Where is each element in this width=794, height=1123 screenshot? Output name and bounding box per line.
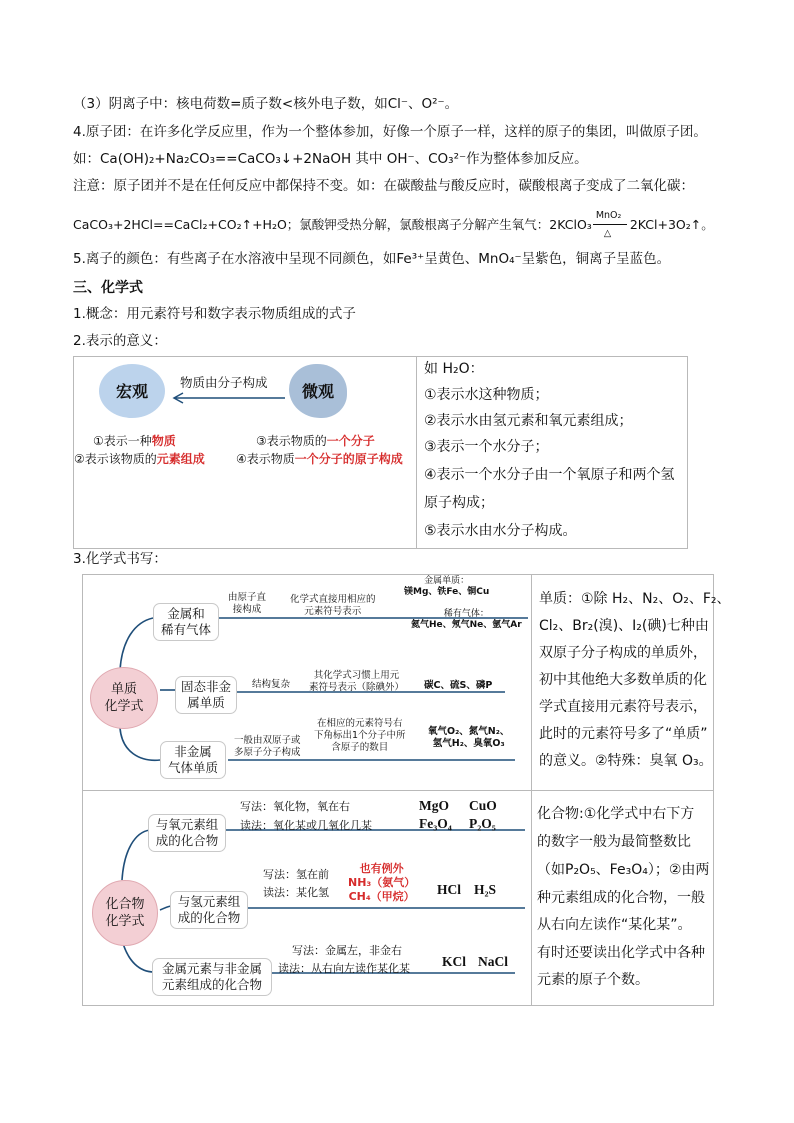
c3-ex-nacl: NaCl xyxy=(478,954,508,969)
node-nonmetal-gas xyxy=(160,741,226,779)
item-4-atomic-group: 4.原子团：在许多化学反应里，作为一个整体参加，好像一个原子一样，这样的原子的集团，叫做原子团。 xyxy=(73,124,707,140)
element-center-line-2: 化学式 xyxy=(104,699,144,714)
compound-text-3: （如P₂O₅、Fe₃O₄）；②由两 xyxy=(537,862,710,878)
branch-line xyxy=(122,830,150,880)
c1-ex-fe3o4: Fe₃O₄ xyxy=(419,816,452,831)
equation-part-b: 2KCl+3O₂↑。 xyxy=(629,217,714,232)
c3-read: 读法：从右向左读作某化某 xyxy=(278,962,410,975)
arrow-label: 物质由分子构成 xyxy=(180,375,268,390)
concept-line: 1.概念：用元素符号和数字表示物质组成的式子 xyxy=(73,306,356,322)
c2-exc-line-1: 也有例外 xyxy=(359,862,404,875)
compound-text-6: 有时还要读出化学式中各种 xyxy=(537,945,705,961)
element-center-line-1: 单质 xyxy=(110,682,137,697)
catalyst-label: MnO₂ xyxy=(595,210,622,221)
b1-desc-line-2: 接构成 xyxy=(232,604,262,615)
node-solid-line-2: 属单质 xyxy=(187,695,225,710)
compound-center-circle xyxy=(92,880,158,946)
b3-desc-line-2: 多原子分子构成 xyxy=(234,747,301,758)
item-3-anion: （3）阴离子中：核电荷数=质子数<核外电子数，如Cl⁻、O²⁻。 xyxy=(73,96,459,112)
meaning-text-4: ③表示一个水分子； xyxy=(424,439,549,455)
node-oxygen-line-1: 与氧元素组 xyxy=(155,817,219,832)
node-solid-nonmetal xyxy=(175,676,237,714)
c1-ex-p2o5: P₂O₅ xyxy=(469,816,496,831)
compound-text-7: 元素的原子个数。 xyxy=(537,972,649,988)
b3-desc xyxy=(234,735,301,759)
compound-center-line-2: 化学式 xyxy=(105,914,145,929)
node-metal-line-1: 金属和 xyxy=(167,606,205,621)
c1-write: 写法：氧化物，氧在右 xyxy=(240,800,350,813)
macro-meaning-2-text: ②表示该物质的 xyxy=(74,452,157,466)
c2-ex-h2s: H₂S xyxy=(474,882,497,897)
compound-text-5: 从右向左读作“某化某”。 xyxy=(537,917,692,933)
element-text-2: Cl₂、Br₂(溴)、I₂(碘)七种由 xyxy=(539,618,709,634)
c2-exceptions xyxy=(348,862,415,904)
b3-examples xyxy=(428,726,509,750)
node-metal-nonmetal-line-1: 金属元素与非金属 xyxy=(161,961,262,976)
branch-line xyxy=(120,728,160,760)
meaning-text-2: ①表示水这种物质； xyxy=(424,387,549,403)
b3-rule-line-3: 含原子的数目 xyxy=(331,742,389,753)
element-text-6: 此时的元素符号多了“单质” xyxy=(539,726,708,742)
b3-ex-line-1: 氧气O₂、氮气N₂、 xyxy=(428,726,510,737)
item-5-ion-colors: 5.离子的颜色：有些离子在水溶液中呈现不同颜色，如Fe³⁺呈黄色、MnO₄⁻呈紫色，铜离子呈蓝色。 xyxy=(73,251,671,267)
b1-ex-line-1: 金属单质： xyxy=(424,576,470,586)
c2-exc-line-2: NH₃（氨气） xyxy=(348,876,416,889)
c1-read: 读法：氧化某或几氧化几某 xyxy=(240,819,372,832)
meaning-text-6: 原子构成； xyxy=(424,495,494,511)
b1-examples xyxy=(404,576,489,598)
b2-examples: 碳C、硫S、磷P xyxy=(424,680,493,691)
b3-desc-line-1: 一般由双原子或 xyxy=(234,735,301,746)
b1-desc xyxy=(228,592,266,616)
c3-ex-kcl: KCl xyxy=(442,954,467,969)
micro-meaning-4-text: ④表示物质 xyxy=(236,452,295,466)
macro-meaning-2-keyword: 元素组成 xyxy=(156,452,205,466)
meaning-text-3: ②表示水由氢元素和氧元素组成； xyxy=(424,413,633,429)
section-3-title: 三、化学式 xyxy=(73,280,143,296)
micro-meaning-3-keyword: 一个分子 xyxy=(326,434,375,448)
b1-rule xyxy=(290,594,376,618)
b1-desc-line-1: 由原子直 xyxy=(228,592,267,603)
node-gas-line-1: 非金属 xyxy=(174,744,212,759)
node-hydrogen-line-1: 与氢元素组 xyxy=(177,894,241,909)
c1-ex-mgo: MgO xyxy=(419,798,449,813)
b2-rule-line-1: 其化学式习惯上用元 xyxy=(313,670,400,681)
node-gas-line-2: 气体单质 xyxy=(167,760,218,775)
node-solid-line-1: 固态非金 xyxy=(180,679,231,694)
b3-ex-line-2: 氢气H₂、臭氧O₃ xyxy=(432,738,505,749)
atomic-group-example: 如：Ca(OH)₂+Na₂CO₃==CaCO₃↓+2NaOH 其中 OH⁻、CO₃²⁻作为整体参加反应。 xyxy=(73,151,588,167)
b1-examples-gas xyxy=(411,609,522,631)
micro-meaning-3-text: ③表示物质的 xyxy=(256,434,327,448)
b1-ex-line-2: 镁Mg、铁Fe、铜Cu xyxy=(404,587,490,597)
c2-exc-line-3: CH₄（甲烷） xyxy=(348,890,415,903)
b1-ex-line-4: 氦气He、氖气Ne、氩气Ar xyxy=(411,620,522,630)
equation-part-a: CaCO₃+2HCl==CaCl₂+CO₂↑+H₂O；氯酸钾受热分解，氯酸根离子分解产生氧气：2KClO₃ xyxy=(73,217,592,232)
c2-write: 写法：氢在前 xyxy=(263,868,329,881)
node-metal-nonmetal-compound xyxy=(152,958,272,996)
meaning-text-7: ⑤表示水由水分子构成。 xyxy=(424,523,577,539)
b3-rule-line-1: 在相应的元素符号右 xyxy=(317,718,403,729)
meaning-text-5: ④表示一个水分子由一个氧原子和两个氢 xyxy=(424,467,675,483)
b3-rule-line-2: 下角标出1个分子中所 xyxy=(314,730,406,741)
element-text-1: 单质：①除 H₂、N₂、O₂、F₂、 xyxy=(539,591,731,607)
heat-symbol: △ xyxy=(603,228,612,239)
element-center-circle xyxy=(90,667,158,729)
b1-rule-line-2: 元素符号表示 xyxy=(304,606,362,617)
c2-ex-hcl: HCl xyxy=(437,882,462,897)
node-hydrogen-line-2: 成的化合物 xyxy=(177,910,241,925)
compound-center-line-1: 化合物 xyxy=(105,897,145,912)
atomic-group-note: 注意：原子团并不是在任何反应中都保持不变。如：在碳酸盐与酸反应时，碳酸根离子变成了二氧化碳： xyxy=(73,178,694,194)
node-metal-noble-gas xyxy=(153,603,219,641)
element-text-4: 初中其他绝大多数单质的化 xyxy=(539,672,707,688)
micro-meaning-4-keyword: 一个分子的原子构成 xyxy=(294,452,403,466)
element-text-5: 学式直接用元素符号表示， xyxy=(539,699,707,715)
c3-write: 写法：金属左，非金右 xyxy=(292,944,402,957)
c1-ex-cuo: CuO xyxy=(469,798,497,813)
writing-title: 3.化学式书写： xyxy=(73,551,167,567)
meaning-text-1: 如 H₂O： xyxy=(424,361,484,377)
node-metal-nonmetal-line-2: 元素组成的化合物 xyxy=(161,977,262,992)
node-metal-line-2: 稀有气体 xyxy=(160,622,211,637)
b2-rule-line-2: 素符号表示（除碘外） xyxy=(309,682,405,693)
compound-text-1: 化合物:①化学式中右下方 xyxy=(537,806,695,822)
b3-rule xyxy=(314,718,406,754)
meaning-title: 2.表示的意义： xyxy=(73,333,167,349)
node-hydrogen-compound xyxy=(170,891,248,929)
macro-meaning-1-keyword: 物质 xyxy=(151,434,176,448)
element-text-3: 双原子分子构成的单质外， xyxy=(539,645,707,661)
micro-label: 微观 xyxy=(301,381,334,401)
node-oxygen-compound xyxy=(148,814,226,852)
compound-text-4: 种元素组成的化合物，一般 xyxy=(537,890,705,906)
macro-label: 宏观 xyxy=(115,381,148,401)
macro-meaning-1-text: ①表示一种 xyxy=(93,434,152,448)
b1-rule-line-1: 化学式直接用相应的 xyxy=(290,594,376,605)
node-oxygen-line-2: 成的化合物 xyxy=(155,833,219,848)
compound-text-2: 的数字一般为最简整数比 xyxy=(537,834,691,850)
b1-ex-line-3: 稀有气体： xyxy=(443,609,489,619)
element-text-7: 的意义。②特殊：臭氧 O₃。 xyxy=(539,753,713,769)
b2-rule xyxy=(309,670,404,694)
branch-line xyxy=(120,618,153,670)
c2-read: 读法：某化氢 xyxy=(263,886,329,899)
b2-desc: 结构复杂 xyxy=(252,679,291,690)
